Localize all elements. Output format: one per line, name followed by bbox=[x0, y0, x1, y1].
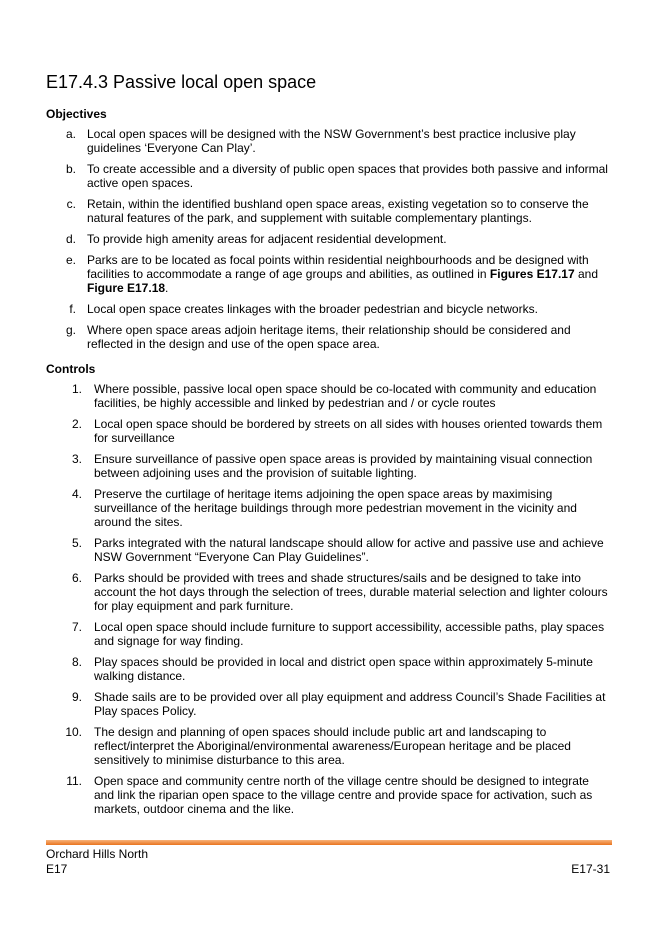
objective-item bbox=[46, 162, 612, 190]
section-title: E17.4.3 Passive local open space bbox=[46, 72, 317, 92]
list-marker: 5. bbox=[71, 536, 82, 550]
list-marker: b. bbox=[65, 162, 76, 176]
list-text: Local open space should be bordered by streets on all sides with houses oriented towards them for surveillance bbox=[94, 417, 603, 445]
list-marker: 8. bbox=[71, 655, 82, 669]
list-marker: c. bbox=[66, 197, 76, 211]
controls-list bbox=[46, 382, 612, 816]
list-text: Where open space areas adjoin heritage items, their relationship should be considered and reflected in the design and use of the open space area. bbox=[87, 323, 571, 351]
figure-reference: Figures E17.17 bbox=[489, 267, 575, 281]
list-marker: 9. bbox=[71, 690, 82, 704]
control-item bbox=[46, 690, 612, 718]
list-text: Parks integrated with the natural landscape should allow for active and passive use and achieve NSW Government “Everyone Can Play Guidelines”. bbox=[94, 536, 604, 564]
objective-item bbox=[46, 253, 612, 295]
list-marker: 3. bbox=[71, 452, 82, 466]
list-text: Parks should be provided with trees and shade structures/sails and be designed to take into account the hot days through the selection of trees, durable material selection and lighter colours for play equipment and park furniture. bbox=[94, 571, 608, 613]
text-segment: Parks are to be located as focal points within residential neighbourhoods and be designed with facilities to accommodate a range of age groups and abilities, as outlined in bbox=[87, 253, 589, 281]
list-marker: 6. bbox=[71, 571, 82, 585]
list-text: To create accessible and a diversity of public open spaces that provides both passive and informal active open spaces. bbox=[87, 162, 608, 190]
objectives-list bbox=[46, 127, 612, 351]
control-item bbox=[46, 487, 612, 529]
list-marker: 4. bbox=[71, 487, 82, 501]
list-text: To provide high amenity areas for adjacent residential development. bbox=[87, 232, 447, 246]
list-text: Local open spaces will be designed with the NSW Government’s best practice inclusive play guidelines ‘Everyone Can Play’. bbox=[87, 127, 576, 155]
control-item bbox=[46, 536, 612, 564]
control-item bbox=[46, 655, 612, 683]
list-marker: 10. bbox=[65, 725, 82, 739]
list-marker: e. bbox=[65, 253, 76, 267]
objective-item bbox=[46, 323, 612, 351]
objectives-heading: Objectives bbox=[46, 107, 107, 121]
list-text: Local open space creates linkages with the broader pedestrian and bicycle networks. bbox=[87, 302, 538, 316]
control-item bbox=[46, 417, 612, 445]
text-segment: . bbox=[165, 281, 169, 295]
text-segment: and bbox=[574, 267, 598, 281]
control-item bbox=[46, 620, 612, 648]
list-text: Retain, within the identified bushland open space areas, existing vegetation so to conserve the natural features of the park, and supplement with suitable complementary plantings. bbox=[87, 197, 589, 225]
list-marker: 1. bbox=[71, 382, 82, 396]
control-item bbox=[46, 774, 612, 816]
list-marker: g. bbox=[65, 323, 76, 337]
figure-reference: Figure E17.18 bbox=[87, 281, 166, 295]
list-text: Where possible, passive local open space should be co-located with community and education facilities, be highly accessible and linked by pedestrian and / or cycle routes bbox=[94, 382, 597, 410]
footer-page-number: E17-31 bbox=[571, 862, 610, 876]
list-marker: f. bbox=[69, 302, 76, 316]
list-marker: 2. bbox=[71, 417, 82, 431]
list-text: Play spaces should be provided in local and district open space within approximately 5-minute walking distance. bbox=[94, 655, 593, 683]
objective-item bbox=[46, 127, 612, 155]
footer-document-name: Orchard Hills North bbox=[46, 847, 149, 861]
control-item bbox=[46, 382, 612, 410]
controls-heading: Controls bbox=[46, 362, 96, 376]
list-text: Preserve the curtilage of heritage items adjoining the open space areas by maximising surveillance of the heritage buildings through more pedestrian movement in the vicinity and around the sites. bbox=[94, 487, 577, 529]
list-marker: 7. bbox=[71, 620, 82, 634]
list-text: Local open space should include furniture to support accessibility, accessible paths, play spaces and signage for way finding. bbox=[94, 620, 605, 648]
list-marker: d. bbox=[65, 232, 76, 246]
control-item bbox=[46, 725, 612, 767]
list-marker: a. bbox=[65, 127, 76, 141]
list-text: Open space and community centre north of the village centre should be designed to integrate and link the riparian open space to the village centre and provide space for activation, such as markets, outdoor cinema and the like. bbox=[94, 774, 593, 816]
objective-item bbox=[46, 232, 612, 246]
list-marker: 11. bbox=[66, 774, 82, 788]
control-item bbox=[46, 571, 612, 613]
footer-section: E17 bbox=[46, 862, 68, 876]
footer-divider bbox=[46, 840, 612, 845]
objective-item bbox=[46, 197, 612, 225]
list-text bbox=[87, 253, 598, 295]
control-item bbox=[46, 452, 612, 480]
list-text: Shade sails are to be provided over all play equipment and address Council’s Shade Facilities at Play spaces Policy. bbox=[94, 690, 606, 718]
list-text: The design and planning of open spaces should include public art and landscaping to reflect/interpret the Aboriginal/environmental awareness/European heritage and be placed sensitively to minimise disturbance to this area. bbox=[94, 725, 571, 767]
objective-item bbox=[46, 302, 612, 316]
list-text: Ensure surveillance of passive open space areas is provided by maintaining visual connection between adjoining uses and the provision of suitable lighting. bbox=[94, 452, 593, 480]
